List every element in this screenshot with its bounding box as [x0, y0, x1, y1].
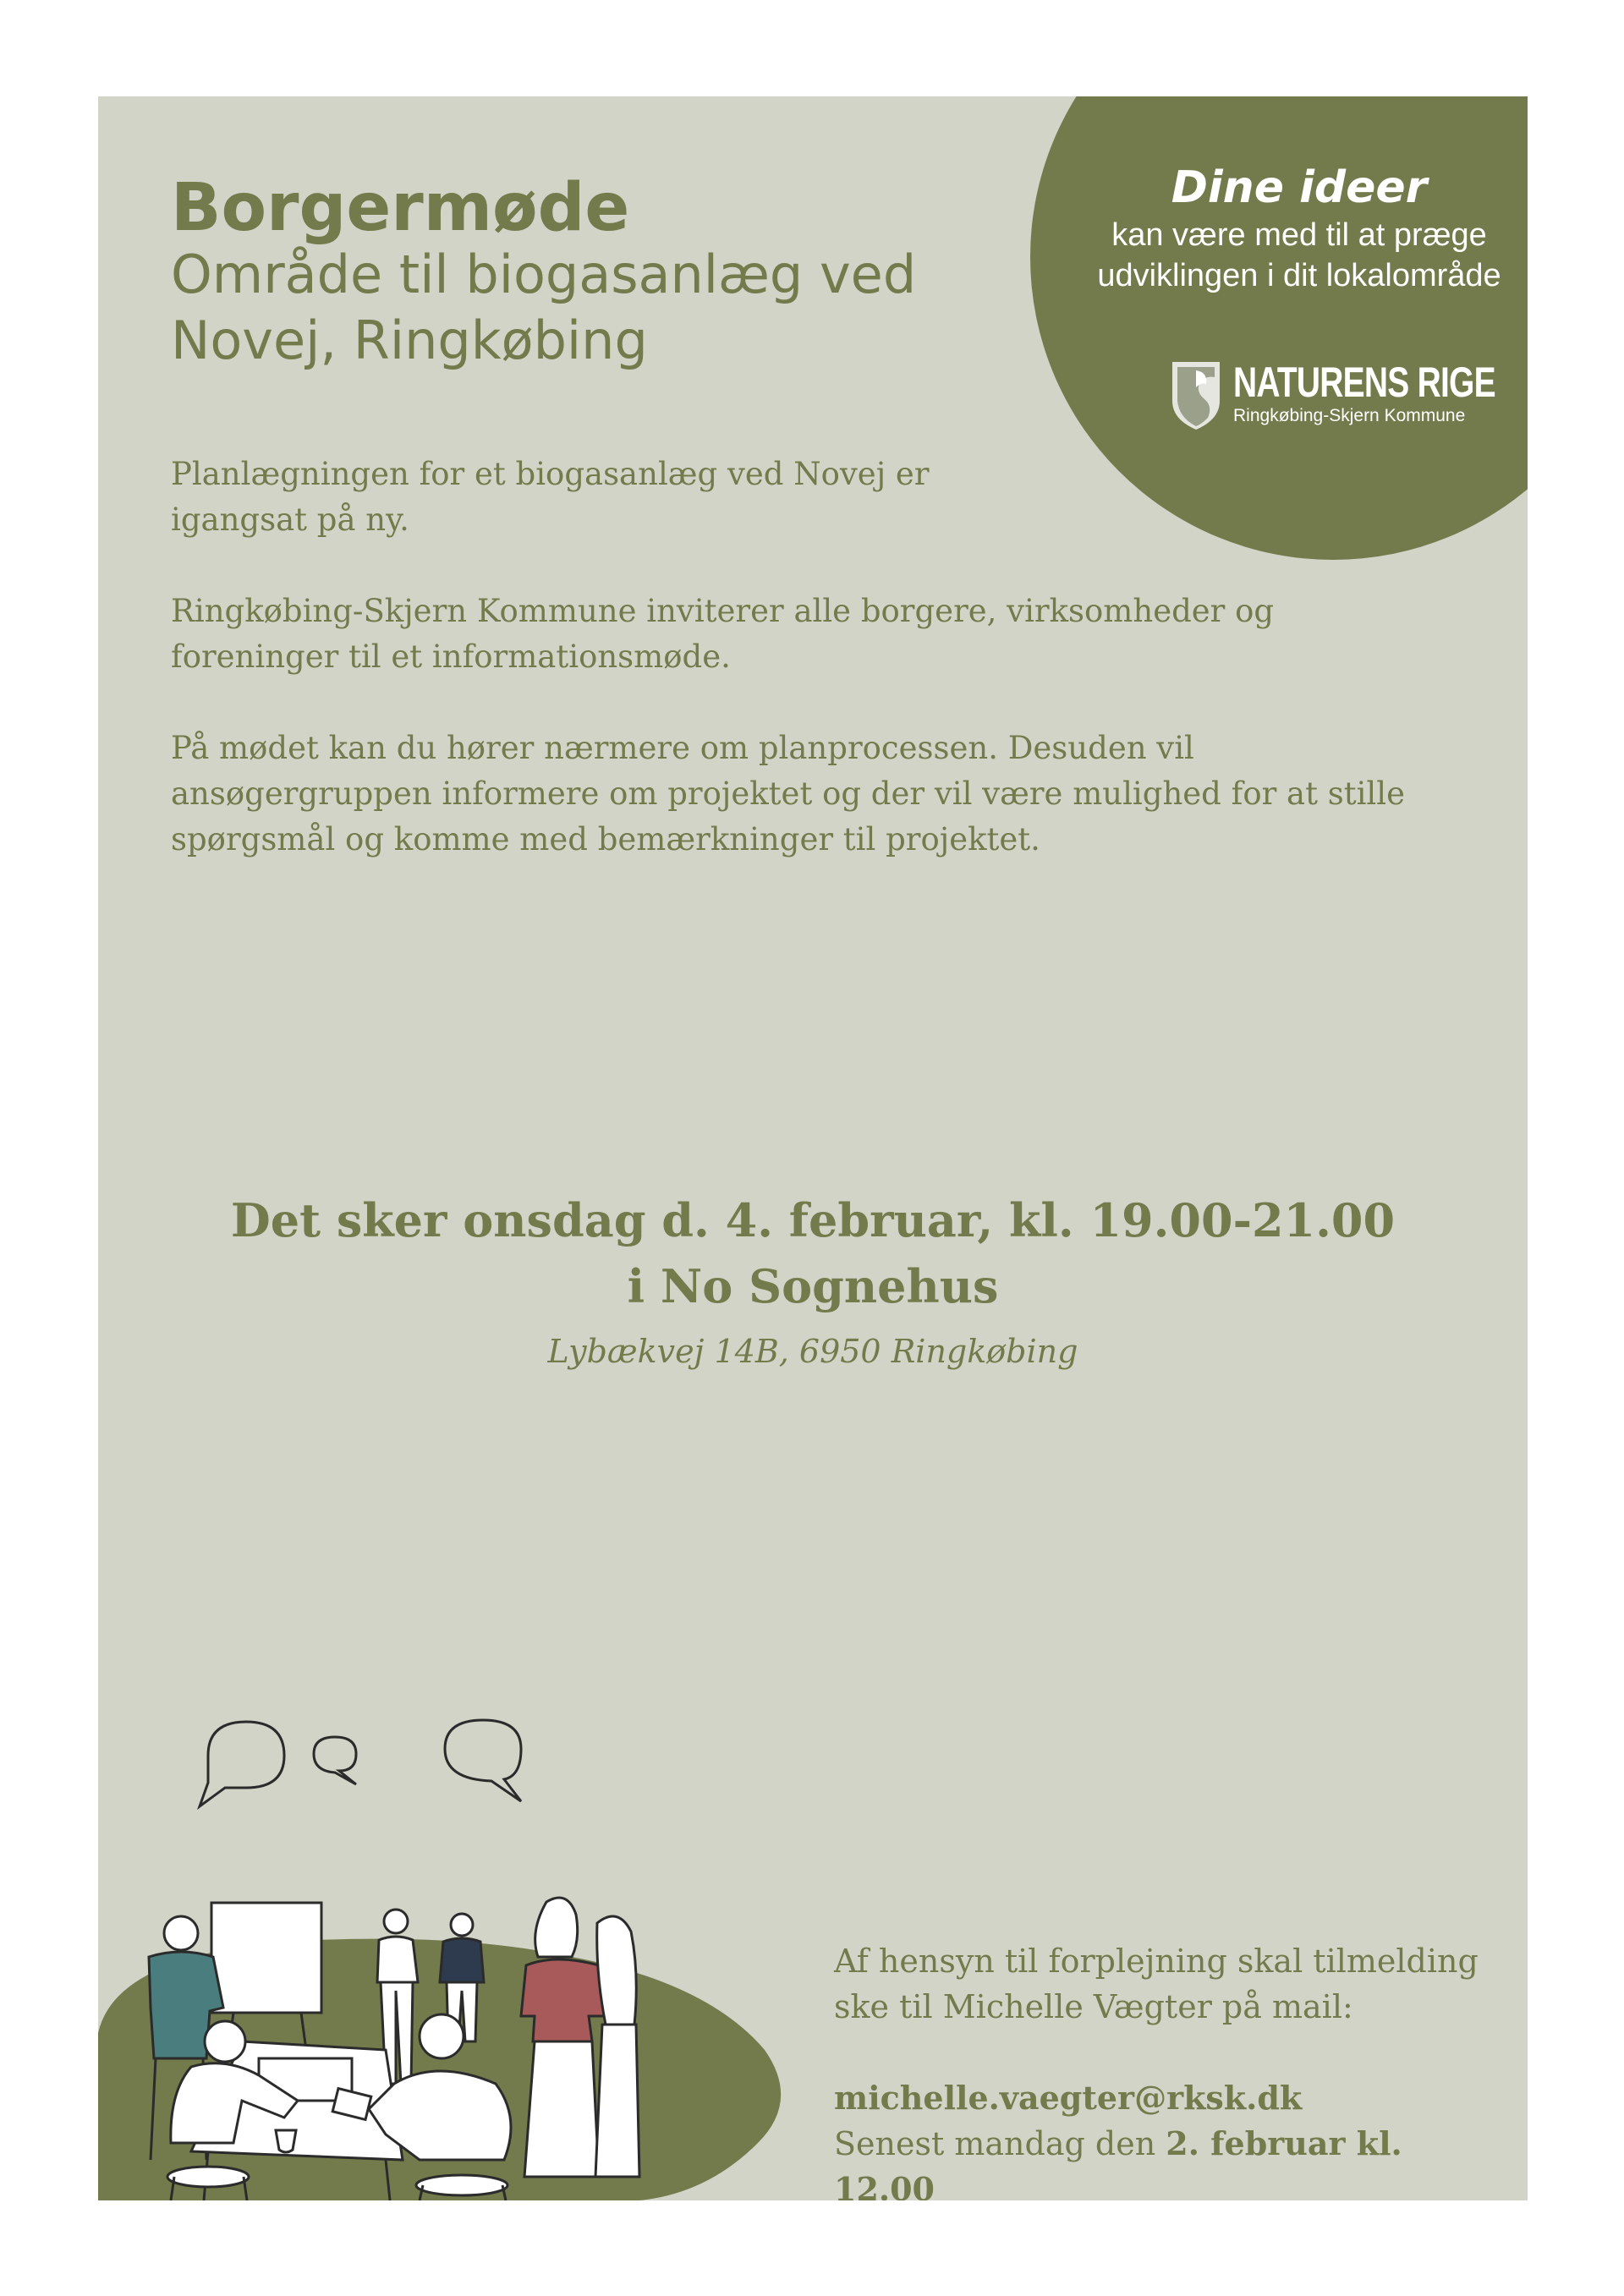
callout-line-1: kan være med til at præge [1111, 217, 1487, 253]
meeting-illustration [98, 1703, 792, 2200]
signup-instructions [834, 1938, 1511, 2030]
event-where: i No Sognehus [627, 1259, 999, 1313]
signup-deadline-date: 2. februar kl. 12.00 [834, 2124, 1402, 2200]
signup-deadline-prefix: Senest mandag den [834, 2125, 1156, 2162]
paragraph-3-line-3: spørgsmål og komme med bemærkninger til projektet. [171, 821, 1040, 858]
callout [1045, 161, 1528, 296]
paragraph-1-line-2: igangsat på ny. [171, 501, 409, 538]
speech-bubble-icons [200, 1720, 521, 1806]
paragraph-2-line-1: Ringkøbing-Skjern Kommune inviterer alle borgere, virksomheder og [171, 593, 1275, 629]
paragraph-3-line-2: ansøgergruppen informere om projektet og der vil være mulighed for at stille [171, 775, 1405, 812]
subtitle-line-1: Område til biogasanlæg ved [171, 244, 917, 305]
shield-logo-icon [1171, 359, 1221, 431]
naturens-rige-logo [1171, 359, 1495, 435]
page-subtitle [171, 242, 1017, 374]
paragraph-3 [171, 726, 1473, 863]
event-address: Lybækvej 14B, 6950 Ringkøbing [547, 1333, 1078, 1370]
person-long-hair [595, 1916, 639, 2177]
page-title: Borgermøde [171, 170, 630, 246]
poster [98, 96, 1528, 2200]
callout-line-2: udviklingen i dit lokalområde [1097, 258, 1501, 293]
callout-title: Dine ideer [1171, 162, 1428, 213]
logo-subtitle: Ringkøbing-Skjern Kommune [1233, 406, 1466, 425]
logo-name: NATURENS RIGE [1233, 359, 1495, 406]
paragraph-2 [171, 589, 1473, 680]
signup-line-1: Af hensyn til forplejning skal tilmelding [834, 1943, 1479, 1980]
paragraph-2-line-2: foreninger til et informationsmøde. [171, 638, 731, 675]
signup-contact [834, 2075, 1511, 2200]
subtitle-line-2: Novej, Ringkøbing [171, 310, 648, 371]
event-when: Det sker onsdag d. 4. februar, kl. 19.00-21.00 [230, 1193, 1396, 1247]
event-info [98, 1187, 1528, 1377]
paragraph-3-line-1: På mødet kan du hører nærmere om planprocessen. Desuden vil [171, 730, 1194, 766]
body-text [171, 452, 1473, 908]
signup-email-link[interactable]: michelle.vaegter@rksk.dk [834, 2079, 1303, 2117]
paragraph-1 [171, 452, 974, 543]
signup-info [834, 1938, 1511, 2200]
signup-line-2: ske til Michelle Vægter på mail: [834, 1988, 1353, 2025]
paragraph-1-line-1: Planlægningen for et biogasanlæg ved Novej er [171, 456, 930, 492]
